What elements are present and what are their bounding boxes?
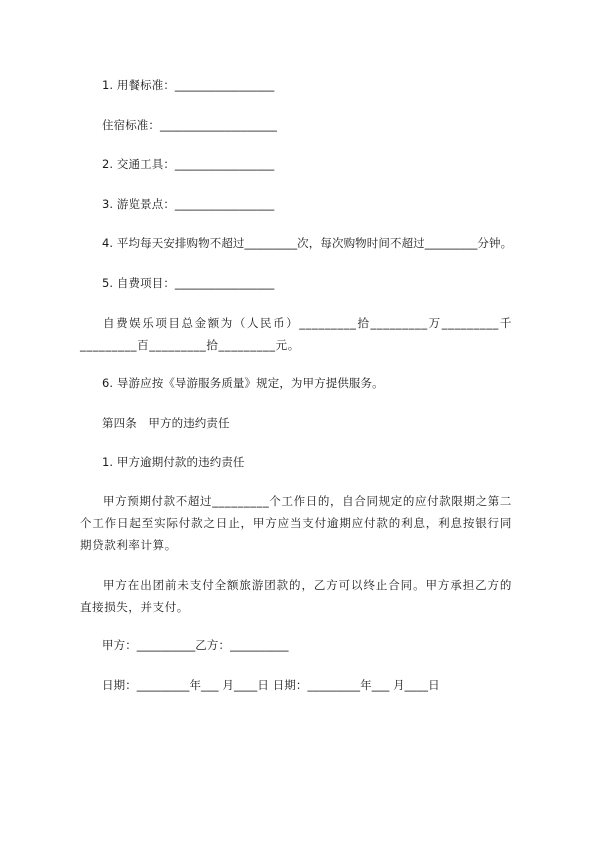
- signature-parties-line: 甲方：__________乙方：__________: [102, 638, 289, 652]
- sights-line: 3. 游览景点：_________________: [102, 197, 275, 211]
- article4-heading: 第四条 甲方的违约责任: [102, 416, 230, 430]
- guide-service-line: 6. 导游应按《导游服务质量》规定，为甲方提供服务。: [102, 376, 384, 390]
- self-paid-line: 5. 自费项目：_________________: [102, 276, 275, 290]
- article4-para1: 甲方预期付款不超过_________个工作日的，自合同规定的应付款限期之第二个工作日起至实际付款之日止，甲方应当支付逾期应付款的利息，利息按银行同期贷款利率计算。: [80, 494, 512, 552]
- transport-line: 2. 交通工具：_________________: [102, 157, 275, 171]
- article4-sub1: 1. 甲方逾期付款的违约责任: [102, 455, 245, 469]
- lodging-standard-line: 住宿标准：____________________: [102, 118, 277, 132]
- signature-dates-line: 日期：_________年___ 月____日 日期：_________年___ 月____日: [102, 678, 440, 692]
- meal-standard-line: 1. 用餐标准：_________________: [102, 78, 275, 92]
- shopping-line: 4. 平均每天安排购物不超过_________次，每次购物时间不超过_________分钟。: [102, 236, 513, 250]
- self-paid-amount-paragraph: 自费娱乐项目总金额为（人民币）_________拾_________万_________千_________百_________拾_________元。: [80, 316, 512, 352]
- article4-para2: 甲方在出团前未支付全额旅游团款的，乙方可以终止合同。甲方承担乙方的直接损失，并支付。: [80, 578, 512, 614]
